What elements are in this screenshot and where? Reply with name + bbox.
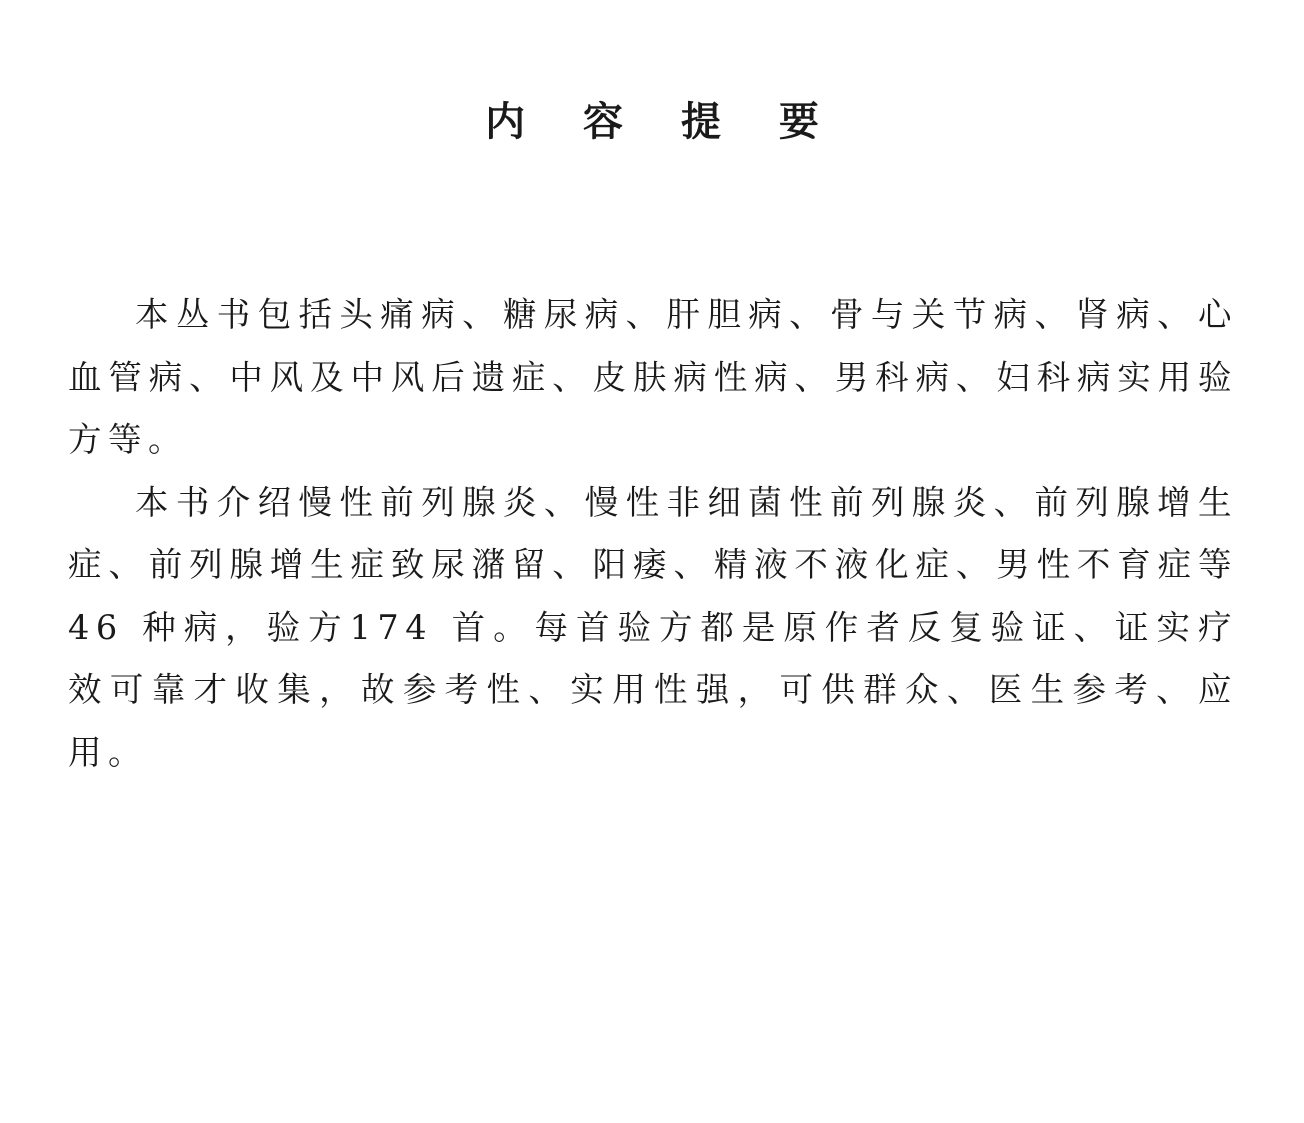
page-title: 内 容 提 要 [485, 99, 841, 145]
paragraph-series-overview: 本丛书包括头痛病、糖尿病、肝胆病、骨与关节病、肾病、心血管病、中风及中风后遗症、皮肤病性病、男科病、妇科病实用验方等。 [68, 295, 1238, 459]
summary-body [68, 284, 1238, 784]
paragraph-book-contents: 本书介绍慢性前列腺炎、慢性非细菌性前列腺炎、前列腺增生症、前列腺增生症致尿潴留、阳痿、精液不液化症、男性不育症等46 种病，验方174 首。每首验方都是原作者反复验证、证实疗效可靠才收集，故参考性、实用性强，可供群众、医生参考、应用。 [68, 482, 1238, 772]
